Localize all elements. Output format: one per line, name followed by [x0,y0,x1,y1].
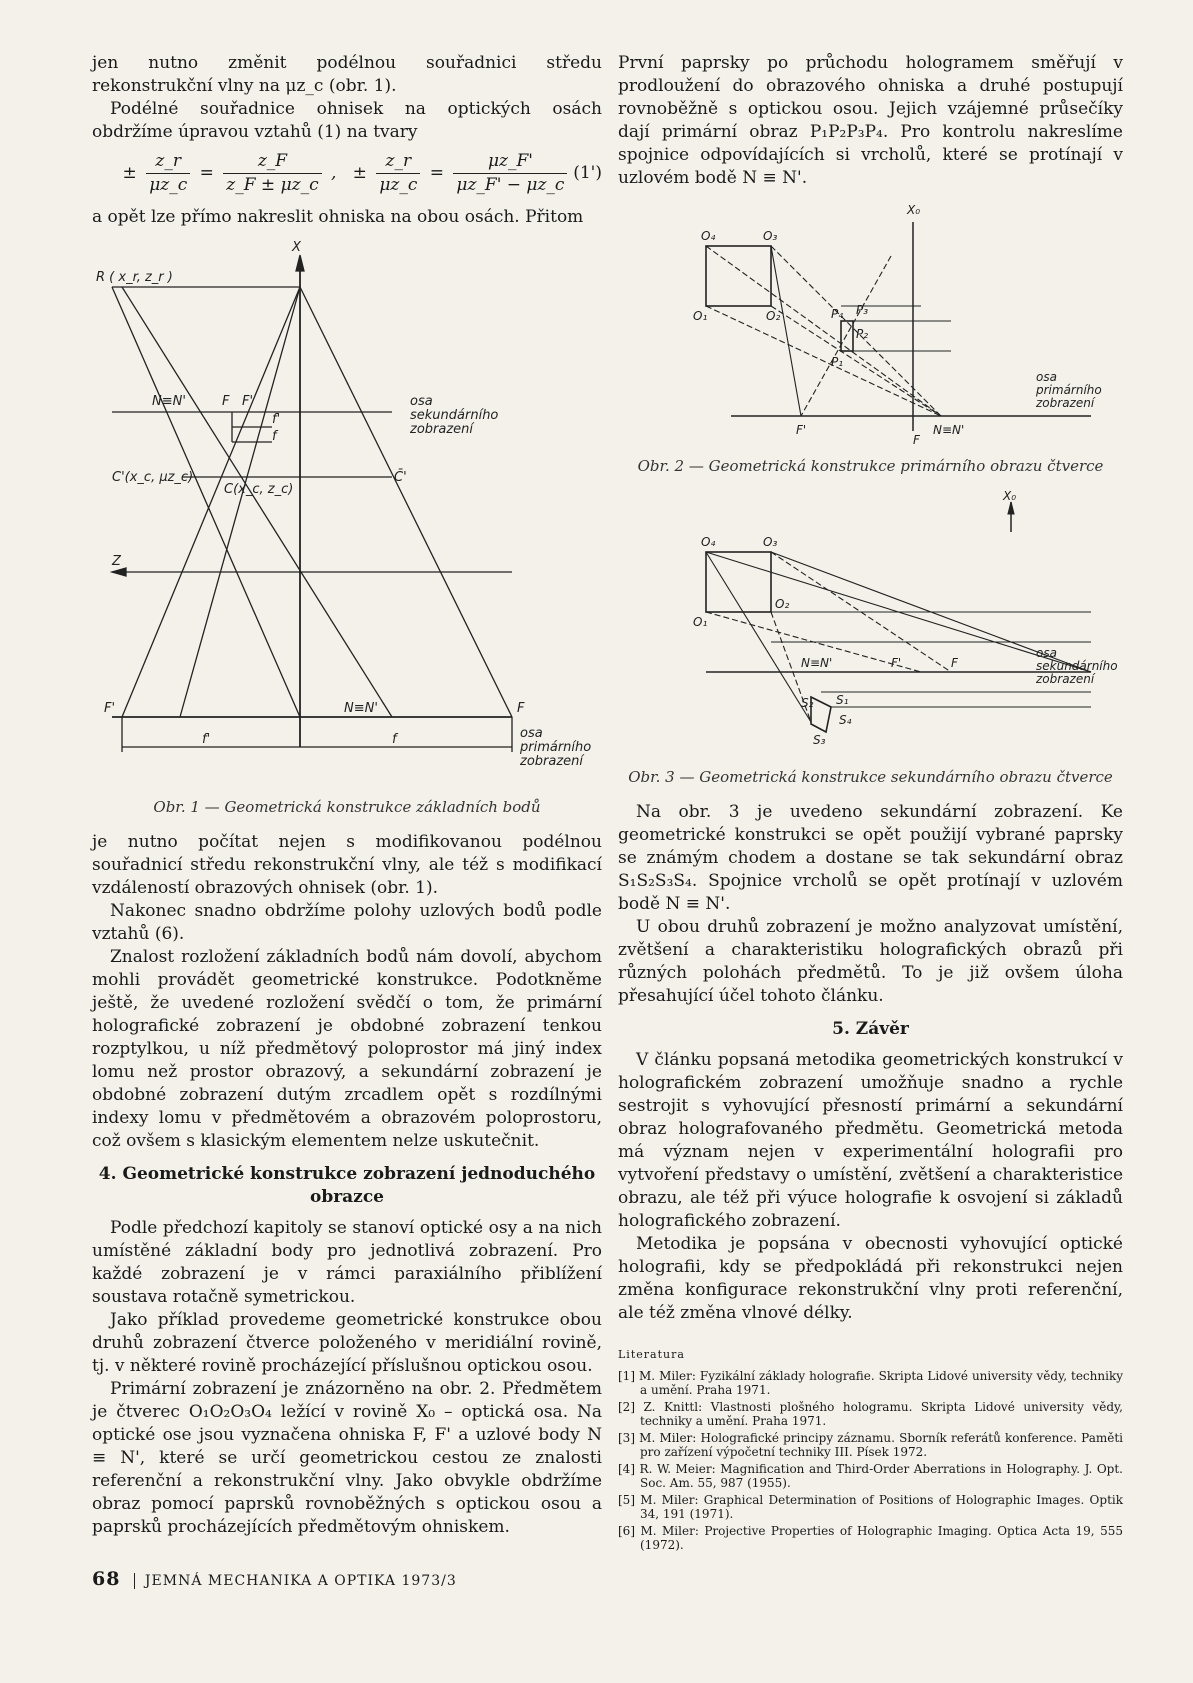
paragraph: Primární zobrazení je znázorněno na obr. 2. Předmětem je čtverec O₁O₂O₃O₄ ležící v rovině X₀ – optická osa. Na optické ose jsou vyznačena ohniska F, F' a uzlové body N ≡ N', které se určí geometrickou cestou ze znalosti referenční a rekonstrukční vlny. Jako obvykle obdržíme obraz pomocí paprsků rovnoběžných s optickou osou a paprsků procházejících předmětovým ohniskem. [92,1379,602,1537]
svg-text:S₄: S₄ [838,713,851,727]
figure-2-diagram [651,196,1102,451]
svg-text:N≡N': N≡N' [800,656,832,670]
svg-text:O₃: O₃ [762,535,777,549]
paragraph: je nutno počítat nejen s modifikovanou podélnou souřadnicí středu rekonstrukční vlny, ale též s modifikací vzdáleností obrazových ohnisek (obr. 1). [92,832,602,898]
reference-item: [5] M. Miler: Graphical Determination of Positions of Holographic Images. Optik 34, 191 (1971). [618,1493,1123,1521]
svg-text:F': F' [104,701,116,716]
journal-title: JEMNÁ MECHANIKA A OPTIKA 1973/3 [134,1573,457,1589]
svg-text:N≡N': N≡N' [152,394,186,409]
svg-text:f': f' [202,732,211,747]
reference-item: [6] M. Miler: Projective Properties of Holographic Imaging. Optica Acta 19, 555 (1972). [618,1524,1123,1552]
svg-text:F': F' [890,656,901,670]
section-heading: 5. Závěr [832,1019,909,1039]
reference-item: [1] M. Miler: Fyzikální základy holografie. Skripta Lidové university vědy, techniky a umění. Praha 1971. [618,1369,1123,1397]
svg-text:O₁: O₁ [692,309,707,323]
equation-label: (1') [573,163,602,183]
paragraph: Znalost rozložení základních bodů nám dovolí, abychom mohli provádět geometrické konstrukce. Podotkněme ještě, že uvedené rozložení svědčí o tom, že primární holografické zobrazení je obdobné zobrazení tenkou rozptylkou, u níž předmětový poloprostor má jiný index lomu než prostor obrazový, a sekundární zobrazení je obdobné zobrazení dutým zrcadlem opět s rozdílnými indexy lomu v předmětovém a obrazovém poloprostoru, což ovšem s klasickým elementem nelze uskutečnit. [92,947,602,1151]
svg-text:C(x_c, z_c): C(x_c, z_c) [224,482,294,497]
svg-text:f: f [392,732,397,747]
svg-text:f: f [272,429,277,444]
paragraph: a opět lze přímo nakreslit ohniska na obou osách. Přitom [92,207,584,227]
figure-1-diagram [92,237,602,792]
svg-text:osa: osa [1035,370,1057,384]
svg-text:N≡N': N≡N' [932,423,964,437]
paragraph: Metodika je popsána v obecnosti vyhovující optické holografii, kdy se předpokládá při rekonstrukci nejen změna konfigurace rekonstrukční vlny proti referenční, ale též změna vlnové délky. [618,1234,1123,1323]
svg-text:S₃: S₃ [812,733,825,747]
paragraph: jen nutno změnit podélnou souřadnici středu rekonstrukční vlny na μz_c (obr. 1). [92,53,602,96]
svg-text:X₀: X₀ [906,203,920,217]
svg-text:P₄: P₄ [830,307,843,321]
paragraph: Nakonec snadno obdržíme polohy uzlových bodů podle vztahů (6). [92,901,602,944]
figure-3-diagram [651,489,1118,762]
figure-3-caption: Obr. 3 — Geometrická konstrukce sekundárního obrazu čtverce [628,768,1113,786]
svg-text:osa: osa [410,394,433,409]
page-footer [92,1568,457,1590]
svg-text:sekundárního: sekundárního [1035,659,1118,673]
svg-text:zobrazení: zobrazení [410,422,474,437]
section-heading: 4. Geometrické konstrukce zobrazení jednoduchého obrazce [98,1164,596,1207]
svg-text:F: F [912,433,920,447]
svg-text:O₄: O₄ [700,535,715,549]
svg-text:C'(x_c, μz_c): C'(x_c, μz_c) [112,470,194,485]
paragraph: První paprsky po průchodu hologramem směřují v prodloužení do obrazového ohniska a druhé postupují rovnoběžně s optickou osou. Jejich vzájemné průsečíky dají primární obraz P₁P₂P₃P₄. Pro kontrolu nakreslíme spojnice odpovídajících si vrcholů, které se protínají v uzlovém bodě N ≡ N'. [618,53,1123,188]
reference-item: [4] R. W. Meier: Magnification and Third-Order Aberrations in Holography. J. Opt. Soc. Am. 55, 987 (1955). [618,1462,1123,1490]
references-title: Literatura [618,1348,685,1361]
svg-text:F': F' [795,423,806,437]
reference-item: [3] M. Miler: Holografické principy záznamu. Sborník referátů konference. Paměti pro zařízení výpočetní techniky III. Písek 1972. [618,1431,1123,1459]
right-column [618,52,1123,1552]
svg-text:O₂: O₂ [774,597,789,611]
svg-text:osa: osa [1035,646,1057,660]
svg-text:O₁: O₁ [692,615,707,629]
paragraph: V článku popsaná metodika geometrických konstrukcí v holografickém zobrazení umožňuje snadno a rychle sestrojit s vyhovující přesností primární a sekundární obraz holografovaného předmětu. Geometrická metoda má význam nejen v experimentální holografii pro vytvoření představy o umístění, zvětšení a charakteristice obrazu, ale též při výuce holografie k osvojení si základů holografického zobrazení. [618,1050,1123,1231]
paragraph: U obou druhů zobrazení je možno analyzovat umístění, zvětšení a charakteristiku holografických obrazů při různých polohách předmětů. To je již ovšem úloha přesahující účel tohoto článku. [618,917,1123,1006]
svg-text:F: F [950,656,958,670]
svg-text:F: F [222,394,230,409]
equation-1-prime: ± $\frac{z\_r}{\mu z\_c}$ = $\frac{z\_F}{z\_F \pm \mu z\_c}$ , ± $\frac{z\_r}{\mu z\_c}$ = $\frac{\mu z\_F'}{\mu z\_F' - \mu z\_c}$ (1') [122,151,602,195]
svg-text:X₀: X₀ [1002,489,1016,503]
svg-text:O₂: O₂ [765,309,780,323]
paragraph: Podle předchozí kapitoly se stanoví optické osy a na nich umístěné základní body pro jednotlivá zobrazení. Pro každé zobrazení je v rámci paraxiálního přiblížení soustava rotačně symetrickou. [92,1218,602,1307]
svg-text:O₃: O₃ [762,229,777,243]
paragraph: Na obr. 3 je uvedeno sekundární zobrazení. Ke geometrické konstrukci se opět použijí vybrané paprsky se známým chodem a dostane se tak sekundární obraz S₁S₂S₃S₄. Spojnice vrcholů se opět protínají v uzlovém bodě N ≡ N'. [618,802,1123,914]
left-column [92,52,602,1539]
svg-text:S₂: S₂ [800,696,813,710]
svg-text:Z: Z [112,554,121,569]
svg-text:C̄': C̄' [394,470,407,485]
svg-text:P₁: P₁ [830,355,843,369]
paragraph: Jako příklad provedeme geometrické konstrukce obou druhů zobrazení čtverce položeného v meridiální rovině, tj. v některé rovině procházející příslušnou optickou osou. [92,1310,602,1376]
svg-text:S₁: S₁ [835,693,848,707]
svg-text:primárního: primárního [1035,383,1102,397]
svg-text:f': f' [272,412,281,427]
svg-text:primárního: primárního [520,740,592,755]
svg-text:osa: osa [520,726,543,741]
page-number: 68 [92,1568,121,1590]
svg-text:zobrazení: zobrazení [1035,672,1094,686]
svg-text:zobrazení: zobrazení [1035,396,1094,410]
figure-1-caption: Obr. 1 — Geometrická konstrukce základních bodů [153,798,541,816]
svg-text:N≡N': N≡N' [344,701,378,716]
svg-text:P₂: P₂ [855,327,868,341]
svg-text:F: F [517,701,525,716]
figure-2-caption: Obr. 2 — Geometrická konstrukce primárního obrazu čtverce [637,457,1104,475]
svg-text:F': F' [242,394,254,409]
svg-text:O₄: O₄ [700,229,715,243]
paragraph: Podélné souřadnice ohnisek na optických osách obdržíme úpravou vztahů (1) na tvary [92,99,602,142]
svg-text:X: X [292,240,301,255]
svg-text:zobrazení: zobrazení [520,754,584,769]
svg-text:R ( x_r, z_r ): R ( x_r, z_r ) [96,270,173,285]
svg-text:P₃: P₃ [855,303,868,317]
svg-text:sekundárního: sekundárního [410,408,499,423]
reference-item: [2] Z. Knittl: Vlastnosti plošného hologramu. Skripta Lidové university vědy, techniky a umění. Praha 1971. [618,1400,1123,1428]
